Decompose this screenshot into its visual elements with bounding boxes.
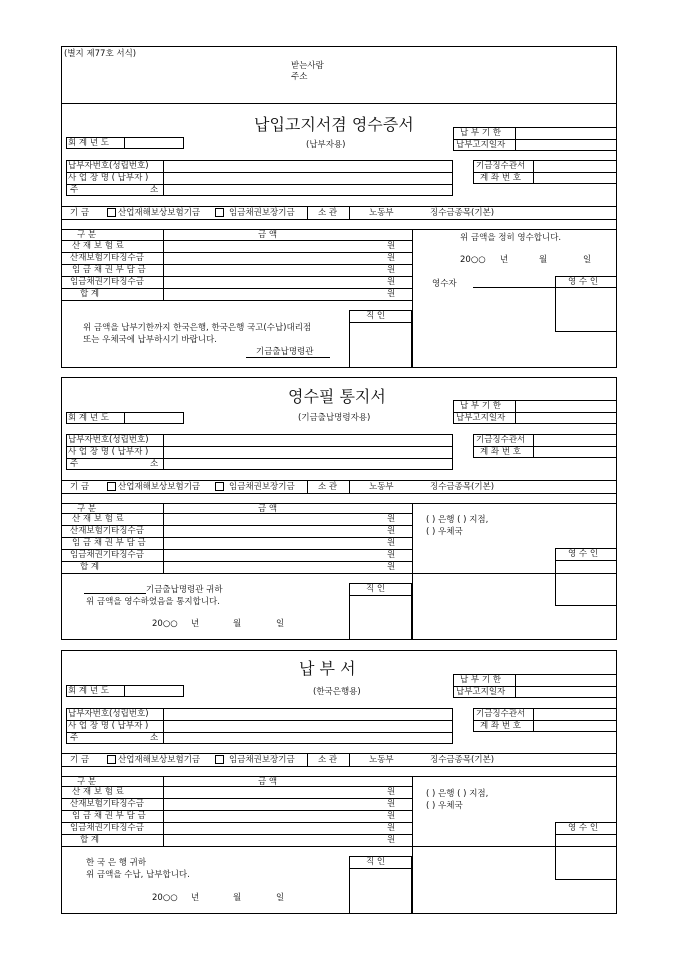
row-label: 임 금 채 권 부 담 금 xyxy=(72,538,146,548)
due-date-label: 납 부 기 한 xyxy=(460,401,501,411)
won-unit: 원 xyxy=(387,811,396,821)
won-unit: 원 xyxy=(387,241,396,251)
day-label: 일 xyxy=(276,619,285,629)
form-number: (별지 제77호 서식) xyxy=(64,49,137,59)
fund-2-label: 임금채권보장기금 xyxy=(229,208,295,218)
section-1-title: 납입고지서겸 영수증서 xyxy=(254,115,414,134)
won-unit: 원 xyxy=(387,253,396,263)
to-line: 한 국 은 행 귀하 xyxy=(86,858,147,868)
fiscal-year-label: 회 계 년 도 xyxy=(68,413,109,423)
year-prefix: 20○○ xyxy=(460,255,486,265)
section-2-subtitle: (기금출납명령자용) xyxy=(298,413,371,423)
category-header: 구 분 xyxy=(77,504,97,514)
payer-address-label-2: 소 xyxy=(150,459,159,469)
payer-address-label-2: 소 xyxy=(150,185,159,195)
amount-header: 금 액 xyxy=(258,777,278,787)
business-name-label: 사 업 장 명 ( 납부자 ) xyxy=(68,721,149,731)
fund-label: 기 금 xyxy=(70,208,90,218)
fund-2-checkbox[interactable] xyxy=(215,208,224,217)
official-seal-label: 직 인 xyxy=(366,584,386,594)
year-label: 년 xyxy=(191,893,200,903)
bank-branch-line: ( ) 은행 ( ) 지점, xyxy=(426,789,489,799)
receiver-label: 영수자 xyxy=(432,279,457,289)
amount-header: 금 액 xyxy=(258,230,278,240)
won-unit: 원 xyxy=(387,823,396,833)
payer-address-label: 주 xyxy=(70,185,79,195)
address-label: 주소 xyxy=(291,72,308,82)
won-unit: 원 xyxy=(387,562,396,572)
row-label: 임금채권기타징수금 xyxy=(70,277,144,287)
fiscal-year-label: 회 계 년 도 xyxy=(68,686,109,696)
payer-address-label: 주 xyxy=(70,459,79,469)
row-label: 산 재 보 험 료 xyxy=(72,241,124,251)
payer-address-label-2: 소 xyxy=(150,733,159,743)
payer-number-label: 납부자번호(성립번호) xyxy=(68,161,149,171)
amount-header: 금 액 xyxy=(258,504,278,514)
year-prefix: 20○○ xyxy=(152,619,178,629)
row-label: 산재보험기타징수금 xyxy=(70,253,144,263)
year-prefix: 20○○ xyxy=(152,893,178,903)
collector-label: 기금징수관서 xyxy=(476,435,526,445)
month-label: 월 xyxy=(233,893,242,903)
account-number-label: 계 좌 번 호 xyxy=(480,173,521,183)
won-unit: 원 xyxy=(387,265,396,275)
section-1-frame xyxy=(61,46,617,368)
month-label: 월 xyxy=(233,619,242,629)
section-2-title: 영수필 통지서 xyxy=(288,387,386,406)
won-unit: 원 xyxy=(387,538,396,548)
row-label: 임 금 채 권 부 담 금 xyxy=(72,811,146,821)
due-date-label: 납 부 기 한 xyxy=(460,675,501,685)
won-unit: 원 xyxy=(387,514,396,524)
collector-label: 기금징수관서 xyxy=(476,161,526,171)
row-label: 임금채권기타징수금 xyxy=(70,550,144,560)
ministry-label: 노동부 xyxy=(369,482,394,492)
revenue-type-label: 징수금종목(기본) xyxy=(430,755,495,765)
jurisdiction-label: 소 관 xyxy=(318,208,338,218)
won-unit: 원 xyxy=(387,526,396,536)
row-label: 임 금 채 권 부 담 금 xyxy=(72,265,146,275)
receiver-seal-label: 영 수 인 xyxy=(568,549,599,559)
business-name-label: 사 업 장 명 ( 납부자 ) xyxy=(68,173,149,183)
fund-1-checkbox[interactable] xyxy=(107,482,116,491)
notice-line-1: 위 금액을 납부기한까지 한국은행, 한국은행 국고(수납)대리점 xyxy=(83,323,312,333)
official-seal-label: 직 인 xyxy=(366,857,386,867)
won-unit: 원 xyxy=(387,799,396,809)
fund-1-checkbox[interactable] xyxy=(107,208,116,217)
won-unit: 원 xyxy=(387,550,396,560)
notice-date-label: 납부고지일자 xyxy=(456,687,506,697)
post-office-line: ( ) 우체국 xyxy=(426,801,463,811)
payer-number-label: 납부자번호(성립번호) xyxy=(68,709,149,719)
won-unit: 원 xyxy=(387,787,396,797)
jurisdiction-label: 소 관 xyxy=(318,482,338,492)
notice-line: 위 금액을 영수하였음을 통지합니다. xyxy=(86,597,220,607)
collector-label: 기금징수관서 xyxy=(476,709,526,719)
post-office-line: ( ) 우체국 xyxy=(426,527,463,537)
notice-line-2: 또는 우체국에 납부하시기 바랍니다. xyxy=(83,335,217,345)
row-label: 합 계 xyxy=(80,562,100,572)
ministry-label: 노동부 xyxy=(369,755,394,765)
fiscal-year-label: 회 계 년 도 xyxy=(68,138,109,148)
fund-2-label: 임금채권보장기금 xyxy=(229,482,295,492)
to-line: 기금출납명령관 귀하 xyxy=(146,585,223,595)
account-number-label: 계 좌 번 호 xyxy=(480,447,521,457)
row-label: 산재보험기타징수금 xyxy=(70,799,144,809)
divider xyxy=(61,103,617,104)
ministry-label: 노동부 xyxy=(369,208,394,218)
receiver-signature-line xyxy=(473,287,556,288)
row-label: 산재보험기타징수금 xyxy=(70,526,144,536)
notice-date-label: 납부고지일자 xyxy=(456,413,506,423)
receiver-seal-label: 영 수 인 xyxy=(568,823,599,833)
section-3-subtitle: (한국은행용) xyxy=(313,687,361,697)
row-label: 산 재 보 험 료 xyxy=(72,787,124,797)
revenue-type-label: 징수금종목(기본) xyxy=(430,208,495,218)
row-label: 산 재 보 험 료 xyxy=(72,514,124,524)
category-header: 구 분 xyxy=(77,230,97,240)
office-name: 기금출납명령관 xyxy=(256,347,314,357)
month-label: 월 xyxy=(539,255,548,265)
recipient-label: 받는사람 xyxy=(291,61,324,71)
notice-line: 위 금액을 수납, 납부합니다. xyxy=(86,870,190,880)
due-date-label: 납 부 기 한 xyxy=(460,128,501,138)
day-label: 일 xyxy=(583,255,592,265)
fund-1-label: 산업재해보상보험기금 xyxy=(118,755,201,765)
won-unit: 원 xyxy=(387,835,396,845)
business-name-label: 사 업 장 명 ( 납부자 ) xyxy=(68,447,149,457)
notice-date-label: 납부고지일자 xyxy=(456,140,506,150)
payer-number-label: 납부자번호(성립번호) xyxy=(68,435,149,445)
payer-address-label: 주 xyxy=(70,733,79,743)
fund-1-label: 산업재해보상보험기금 xyxy=(118,208,201,218)
day-label: 일 xyxy=(276,893,285,903)
revenue-type-label: 징수금종목(기본) xyxy=(430,482,495,492)
fund-label: 기 금 xyxy=(70,482,90,492)
row-label: 임금채권기타징수금 xyxy=(70,823,144,833)
fund-2-label: 임금채권보장기금 xyxy=(229,755,295,765)
section-1-subtitle: (납부자용) xyxy=(306,140,346,150)
fund-1-checkbox[interactable] xyxy=(107,755,116,764)
official-seal-label: 직 인 xyxy=(366,311,386,321)
received-text: 위 금액을 정히 영수합니다. xyxy=(460,233,562,243)
bank-branch-line: ( ) 은행 ( ) 지점, xyxy=(426,515,489,525)
row-label: 합 계 xyxy=(80,289,100,299)
year-label: 년 xyxy=(500,255,509,265)
jurisdiction-label: 소 관 xyxy=(318,755,338,765)
won-unit: 원 xyxy=(387,289,396,299)
year-label: 년 xyxy=(191,619,200,629)
section-3-title: 납 부 서 xyxy=(299,659,356,678)
fund-2-checkbox[interactable] xyxy=(215,482,224,491)
row-label: 합 계 xyxy=(80,835,100,845)
fund-2-checkbox[interactable] xyxy=(215,755,224,764)
account-number-label: 계 좌 번 호 xyxy=(480,721,521,731)
fund-label: 기 금 xyxy=(70,755,90,765)
won-unit: 원 xyxy=(387,277,396,287)
receiver-seal-label: 영 수 인 xyxy=(568,277,599,287)
category-header: 구 분 xyxy=(77,777,97,787)
fund-1-label: 산업재해보상보험기금 xyxy=(118,482,201,492)
